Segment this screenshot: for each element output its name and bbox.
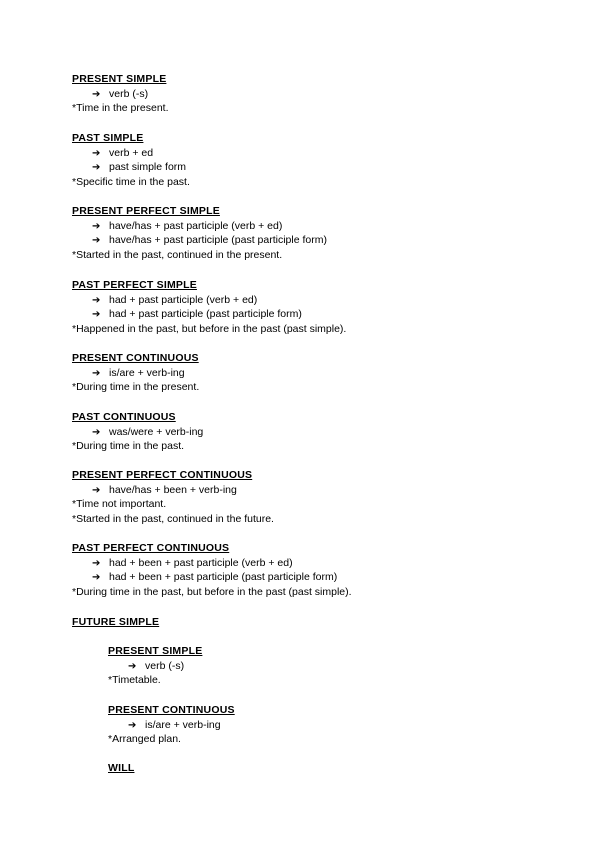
arrow-icon: ➔ (92, 294, 101, 306)
section-past-perfect-simple (72, 278, 346, 336)
note-text: *Started in the past, continued in the present. (72, 248, 283, 261)
subsection-heading: PRESENT CONTINUOUS (108, 704, 235, 716)
note-text: *Arranged plan. (108, 733, 181, 746)
arrow-icon: ➔ (92, 484, 101, 496)
section-heading: PAST SIMPLE (72, 132, 144, 144)
section-past-perfect-continuous (72, 541, 352, 599)
arrow-icon: ➔ (92, 88, 101, 100)
section-present-perfect-simple (72, 204, 327, 262)
section-heading: PRESENT PERFECT CONTINUOUS (72, 469, 253, 481)
bullet-item: ➔ have/has + been + verb-ing (72, 483, 274, 498)
arrow-icon: ➔ (92, 367, 101, 379)
bullet-item: ➔ had + past participle (past participle form) (72, 307, 346, 322)
arrow-icon: ➔ (92, 220, 101, 232)
subsection-heading: PRESENT SIMPLE (108, 645, 203, 657)
section-heading: PRESENT SIMPLE (72, 73, 167, 85)
bullet-item: ➔ have/has + past participle (past participle form) (72, 233, 327, 248)
section-past-simple (72, 131, 190, 189)
arrow-icon: ➔ (92, 572, 101, 584)
bullet-item: ➔ is/are + verb-ing (72, 366, 199, 381)
bullet-item: ➔ verb (-s) (108, 659, 202, 674)
arrow-icon: ➔ (92, 147, 101, 159)
section-present-simple (72, 72, 169, 116)
section-heading: PAST PERFECT SIMPLE (72, 279, 197, 291)
section-heading: PAST PERFECT CONTINUOUS (72, 542, 230, 554)
bullet-item: ➔ have/has + past participle (verb + ed) (72, 219, 327, 234)
arrow-icon: ➔ (92, 426, 101, 438)
note-text: *Happened in the past, but before in the past (past simple). (72, 322, 347, 335)
bullet-item: ➔ had + been + past participle (verb + ed) (72, 556, 352, 571)
note-text: *During time in the present. (72, 381, 200, 394)
note-text: *Timetable. (108, 674, 161, 687)
arrow-icon: ➔ (92, 162, 101, 174)
section-future-simple (72, 615, 159, 630)
bullet-item: ➔ past simple form (72, 160, 190, 175)
section-past-continuous (72, 410, 203, 454)
section-heading: PAST CONTINUOUS (72, 411, 176, 423)
arrow-icon: ➔ (92, 309, 101, 321)
bullet-item: ➔ had + been + past participle (past participle form) (72, 570, 352, 585)
bullet-item: ➔ is/are + verb-ing (108, 718, 235, 733)
subsection-future-present-simple (108, 644, 202, 688)
subsection-future-present-continuous (108, 703, 235, 747)
arrow-icon: ➔ (92, 235, 101, 247)
bullet-item: ➔ was/were + verb-ing (72, 425, 203, 440)
section-heading: FUTURE SIMPLE (72, 616, 160, 628)
section-heading: PRESENT CONTINUOUS (72, 352, 199, 364)
bullet-item: ➔ had + past participle (verb + ed) (72, 293, 346, 308)
note-text: *Specific time in the past. (72, 175, 190, 188)
note-text: *During time in the past. (72, 440, 185, 453)
bullet-item: ➔ verb + ed (72, 146, 190, 161)
arrow-icon: ➔ (128, 719, 137, 731)
note-text: *Time in the present. (72, 102, 169, 115)
arrow-icon: ➔ (92, 557, 101, 569)
note-text: *During time in the past, but before in the past (past simple). (72, 585, 352, 598)
section-present-continuous (72, 351, 199, 395)
section-heading: PRESENT PERFECT SIMPLE (72, 205, 220, 217)
subsection-heading: WILL (108, 762, 135, 774)
note-text: *Started in the past, continued in the future. (72, 512, 274, 525)
bullet-item: ➔ verb (-s) (72, 87, 169, 102)
section-present-perfect-continuous (72, 468, 274, 526)
note-text: *Time not important. (72, 498, 167, 511)
arrow-icon: ➔ (128, 660, 137, 672)
subsection-future-will (108, 761, 134, 776)
